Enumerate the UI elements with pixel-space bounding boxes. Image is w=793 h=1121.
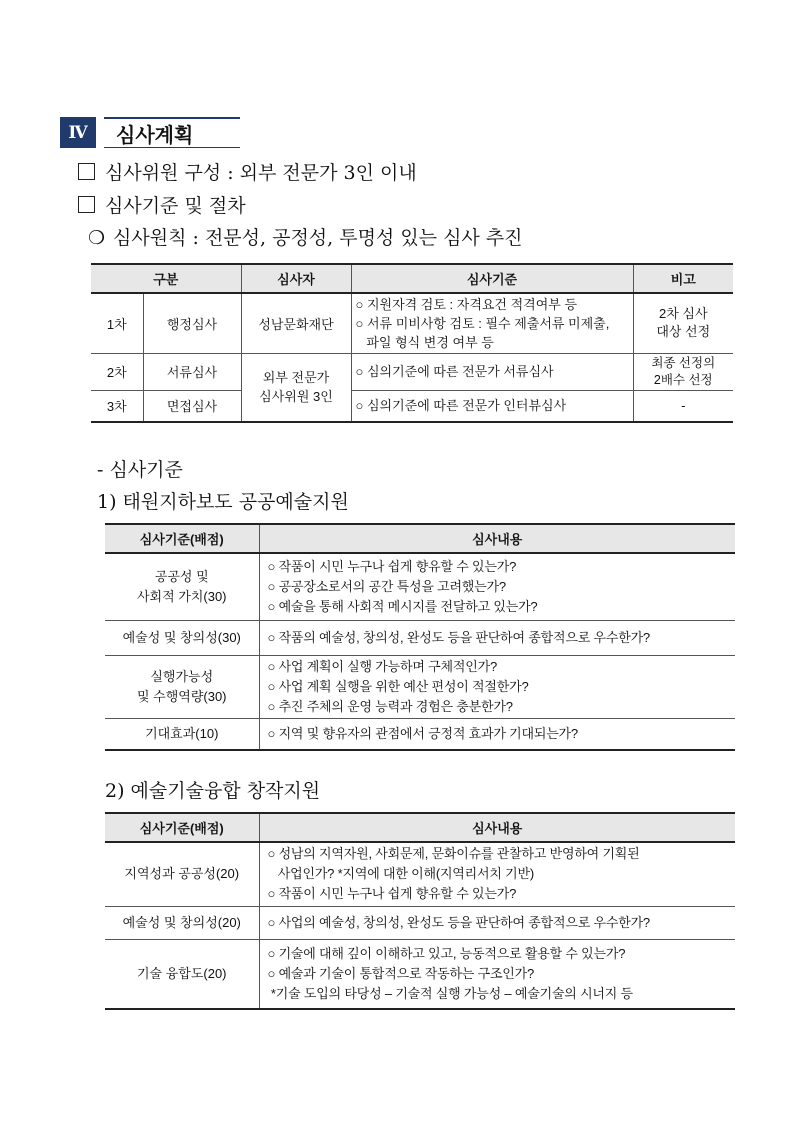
- stage-cell: 3차: [91, 390, 143, 422]
- criteria-cell: ○ 심의기준에 따른 전문가 인터뷰심사: [351, 390, 633, 422]
- section-title: 심사계획: [104, 117, 240, 148]
- table-header-row: [91, 264, 733, 293]
- table-row: [91, 293, 733, 353]
- section-number-badge: Ⅳ: [60, 117, 96, 148]
- content-cell: ○ 작품이 시민 누구나 쉽게 향유할 수 있는가? ○ 공공장소로서의 공간 특성을 고려했는가? ○ 예술을 통해 사회적 메시지를 전달하고 있는가?: [259, 553, 735, 620]
- content-cell: ○ 기술에 대해 깊이 이해하고 있고, 능동적으로 활용할 수 있는가? ○ 예술과 기술이 통합적으로 작동하는 구조인가? *기술 도입의 타당성 – 기술적 실행 가능성 – 예술기술의 시너지 등: [259, 939, 735, 1009]
- table-row: [105, 655, 735, 718]
- program2-criteria-table: [105, 812, 735, 1010]
- stage-cell: 1차: [91, 293, 143, 353]
- table-row: [105, 939, 735, 1009]
- checkbox-square-icon: [78, 163, 95, 180]
- criteria-heading: - 심사기준: [97, 459, 183, 481]
- stage-cell: 2차: [91, 353, 143, 390]
- table-row: [105, 553, 735, 620]
- criteria-cell: ○ 심의기준에 따른 전문가 서류심사: [351, 353, 633, 390]
- table-header-row: [105, 813, 735, 842]
- program2-title: 2) 예술기술융합 창작지원: [105, 780, 321, 802]
- criterion-cell: 기술 융합도(20): [105, 939, 259, 1009]
- header-cell: 심사기준: [351, 264, 633, 293]
- header-cell: 심사내용: [259, 813, 735, 842]
- type-cell: 행정심사: [143, 293, 241, 353]
- reviewer-cell: 외부 전문가 심사위원 3인: [241, 353, 351, 422]
- criterion-cell: 예술성 및 창의성(20): [105, 906, 259, 939]
- header-cell: 비고: [633, 264, 733, 293]
- table-row: [91, 353, 733, 390]
- header-cell: 심사기준(배점): [105, 813, 259, 842]
- criteria-line: ○ 서류 미비사항 검토 : 필수 제출서류 미제출,: [355, 315, 610, 331]
- table-row: [105, 620, 735, 655]
- criterion-cell: 예술성 및 창의성(30): [105, 620, 259, 655]
- program1-title: 1) 태원지하보도 공공예술지원: [97, 491, 349, 513]
- note-cell: 최종 선정의 2배수 선정: [633, 353, 733, 390]
- reviewer-cell: 성남문화재단: [241, 293, 351, 353]
- table-row: [105, 718, 735, 750]
- table-header-row: [105, 524, 735, 553]
- item-criteria-procedure-text: 심사기준 및 절차: [105, 195, 246, 217]
- item-criteria-procedure: [78, 191, 246, 218]
- criteria-line: 파일 형식 변경 여부 등: [355, 334, 494, 350]
- header-cell: 심사기준(배점): [105, 524, 259, 553]
- circle-bullet-icon: ❍: [88, 227, 106, 249]
- content-cell: ○ 사업의 예술성, 창의성, 완성도 등을 판단하여 종합적으로 우수한가?: [259, 906, 735, 939]
- criterion-cell: 실행가능성 및 수행역량(30): [105, 655, 259, 718]
- note-cell: -: [633, 390, 733, 422]
- criteria-cell: [351, 293, 633, 353]
- review-process-table: [91, 263, 733, 423]
- table-row: [105, 842, 735, 906]
- table-row: [91, 390, 733, 422]
- item-principle-text: 심사원칙 : 전문성, 공정성, 투명성 있는 심사 추진: [113, 227, 523, 249]
- type-cell: 서류심사: [143, 353, 241, 390]
- item-principle: [88, 223, 523, 250]
- item-composition: [78, 158, 417, 185]
- checkbox-square-icon: [78, 196, 95, 213]
- table-row: [105, 906, 735, 939]
- content-cell: ○ 지역 및 향유자의 관점에서 긍정적 효과가 기대되는가?: [259, 718, 735, 750]
- content-cell: ○ 성남의 지역자원, 사회문제, 문화이슈를 관찰하고 반영하여 기획된 사업인가? *지역에 대한 이해(지역리서치 기반) ○ 작품이 시민 누구나 쉽게 향유할 수 있는가?: [259, 842, 735, 906]
- content-cell: ○ 작품의 예술성, 창의성, 완성도 등을 판단하여 종합적으로 우수한가?: [259, 620, 735, 655]
- criteria-line: ○ 지원자격 검토 : 자격요건 적격여부 등: [355, 296, 578, 312]
- header-cell: 심사내용: [259, 524, 735, 553]
- criterion-cell: 공공성 및 사회적 가치(30): [105, 553, 259, 620]
- program1-criteria-table: [105, 523, 735, 751]
- header-cell: 심사자: [241, 264, 351, 293]
- criterion-cell: 기대효과(10): [105, 718, 259, 750]
- criterion-cell: 지역성과 공공성(20): [105, 842, 259, 906]
- item-composition-text: 심사위원 구성 : 외부 전문가 3인 이내: [105, 162, 417, 184]
- type-cell: 면접심사: [143, 390, 241, 422]
- content-cell: ○ 사업 계획이 실행 가능하며 구체적인가? ○ 사업 계획 실행을 위한 예산 편성이 적절한가? ○ 추진 주체의 운영 능력과 경험은 충분한가?: [259, 655, 735, 718]
- note-cell: 2차 심사 대상 선정: [633, 293, 733, 353]
- header-cell: 구분: [91, 264, 241, 293]
